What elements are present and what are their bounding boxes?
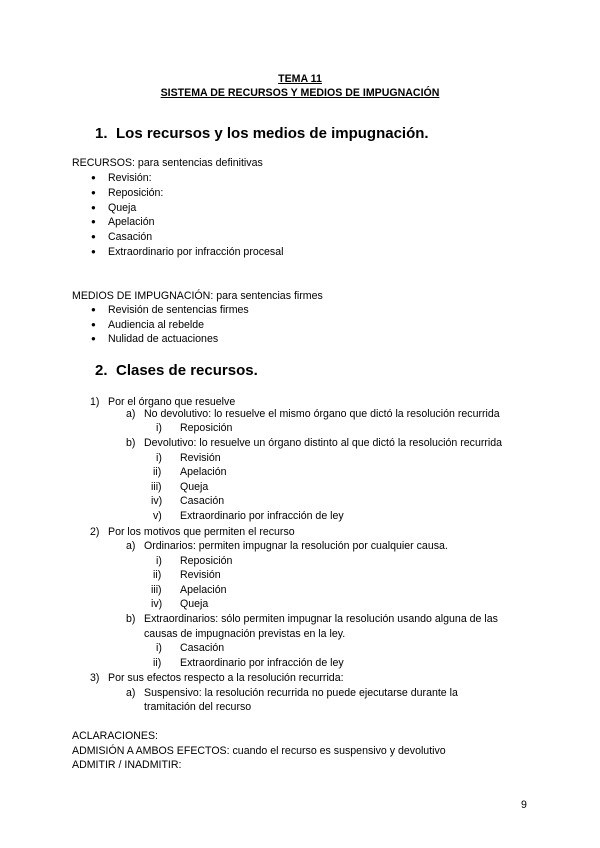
group-title: Por los motivos que permiten el recurso — [108, 526, 295, 538]
bullet-icon: ● — [91, 217, 96, 226]
bullet-icon: ● — [91, 305, 96, 314]
list-marker: a) — [126, 540, 136, 552]
bullet-icon: ● — [91, 188, 96, 197]
sub-item-text: causas de impugnación previstas en la ley. — [144, 628, 346, 640]
list-marker: ii) — [153, 657, 162, 669]
group-title: Por el órgano que resuelve — [108, 396, 236, 408]
leaf-item: Queja — [180, 481, 209, 493]
bullet-icon: ● — [91, 320, 96, 329]
list-marker: i) — [156, 555, 162, 567]
bullet-icon: ● — [91, 203, 96, 212]
leaf-item: Revisión — [180, 569, 221, 581]
aclaraciones-line: ADMITIR / INADMITIR: — [72, 759, 182, 771]
recursos-item: Reposición: — [108, 187, 164, 199]
list-marker: iii) — [151, 481, 162, 493]
aclaraciones-line: ADMISIÓN A AMBOS EFECTOS: cuando el recurso es suspensivo y devolutivo — [72, 745, 446, 757]
list-marker: iv) — [151, 598, 163, 610]
medios-item: Revisión de sentencias firmes — [108, 304, 249, 316]
group-title: Por sus efectos respecto a la resolución recurrida: — [108, 672, 344, 684]
leaf-item: Queja — [180, 598, 209, 610]
recursos-item: Extraordinario por infracción procesal — [108, 246, 284, 258]
page-number: 9 — [521, 799, 527, 811]
recursos-item: Revisión: — [108, 172, 152, 184]
medios-intro: MEDIOS DE IMPUGNACIÓN: para sentencias firmes — [72, 290, 323, 302]
sub-item-text: Extraordinarios: sólo permiten impugnar la resolución usando alguna de las — [144, 613, 498, 625]
leaf-item: Reposición — [180, 555, 233, 567]
sub-item-text: tramitación del recurso — [144, 701, 252, 713]
leaf-item: Extraordinario por infracción de ley — [180, 510, 344, 522]
recursos-item: Apelación — [108, 216, 155, 228]
recursos-intro: RECURSOS: para sentencias definitivas — [72, 157, 263, 169]
tema-subtitle: SISTEMA DE RECURSOS Y MEDIOS DE IMPUGNACIÓN — [160, 87, 440, 99]
leaf-item: Revisión — [180, 452, 221, 464]
leaf-item: Reposición — [180, 422, 233, 434]
leaf-item: Extraordinario por infracción de ley — [180, 657, 344, 669]
list-marker: ii) — [153, 569, 162, 581]
section1-title: Los recursos y los medios de impugnación. — [116, 125, 429, 142]
leaf-item: Apelación — [180, 584, 227, 596]
section1-number: 1. — [95, 125, 108, 142]
list-marker: a) — [126, 408, 136, 420]
list-marker: iii) — [151, 584, 162, 596]
medios-item: Nulidad de actuaciones — [108, 333, 219, 345]
list-marker: 3) — [90, 672, 100, 684]
section2-number: 2. — [95, 362, 108, 379]
list-marker: i) — [156, 642, 162, 654]
bullet-icon: ● — [91, 232, 96, 241]
aclaraciones-heading: ACLARACIONES: — [72, 730, 158, 742]
medios-item: Audiencia al rebelde — [108, 319, 205, 331]
list-marker: iv) — [151, 495, 163, 507]
list-marker: ii) — [153, 466, 162, 478]
sub-item-text: Ordinarios: permiten impugnar la resolución por cualquier causa. — [144, 540, 448, 552]
tema-label: TEMA 11 — [278, 73, 322, 85]
leaf-item: Apelación — [180, 466, 227, 478]
recursos-item: Queja — [108, 202, 137, 214]
leaf-item: Casación — [180, 642, 225, 654]
list-marker: b) — [126, 613, 136, 625]
list-marker: a) — [126, 687, 136, 699]
leaf-item: Casación — [180, 495, 225, 507]
bullet-icon: ● — [91, 173, 96, 182]
list-marker: 2) — [90, 526, 100, 538]
list-marker: 1) — [90, 396, 100, 408]
bullet-icon: ● — [91, 334, 96, 343]
list-marker: b) — [126, 437, 136, 449]
list-marker: i) — [156, 452, 162, 464]
bullet-icon: ● — [91, 247, 96, 256]
sub-item-text: No devolutivo: lo resuelve el mismo órgano que dictó la resolución recurrida — [144, 408, 500, 420]
recursos-item: Casación — [108, 231, 153, 243]
list-marker: v) — [153, 510, 162, 522]
sub-item-text: Suspensivo: la resolución recurrida no puede ejecutarse durante la — [144, 687, 458, 699]
section2-title: Clases de recursos. — [116, 362, 258, 379]
sub-item-text: Devolutivo: lo resuelve un órgano distinto al que dictó la resolución recurrida — [144, 437, 503, 449]
list-marker: i) — [156, 422, 162, 434]
